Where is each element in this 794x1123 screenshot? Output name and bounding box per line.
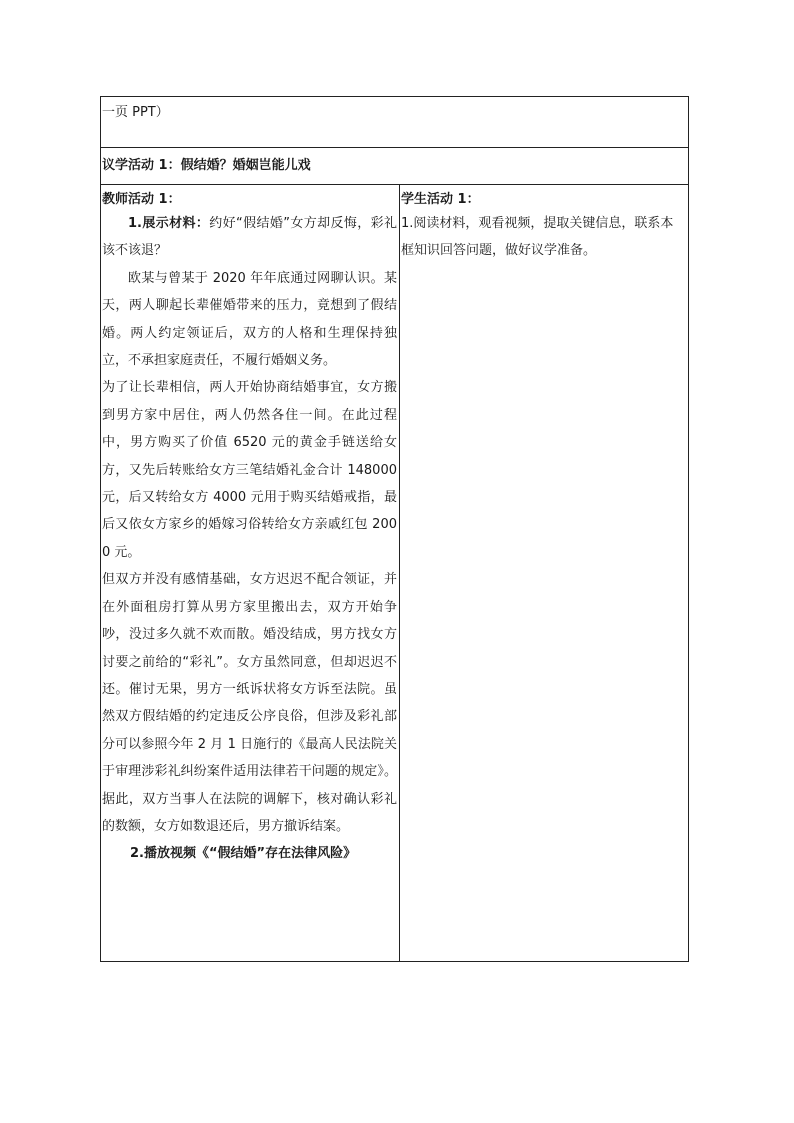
case-paragraph-3: 但双方并没有感情基础，女方迟迟不配合领证，并在外面租房打算从男方家里搬出去，双方开始争吵，没过多久就不欢而散。婚没结成，男方找女方讨要之前给的“彩礼”。女方虽然同意，但却迟迟不还。催讨无果，男方一纸诉状将女方诉至法院。虽然双方假结婚的约定违反公序良俗，但涉及彩礼部分可以参照今年 2 月 1 日施行的《最高人民法院关于审理涉彩礼纠纷案件适用法律若干问题的规定》。据此，双方当事人在法院的调解下，核对确认彩礼的数额，女方如数退还后，男方撤诉结案。 <box>102 572 397 834</box>
table-row <box>101 148 689 185</box>
case-paragraph-1: 欧某与曾某于 2020 年年底通过网聊认识。某天，两人聊起长辈催婚带来的压力，竟想到了假结婚。两人约定领证后，双方的人格和生理保持独立，不承担家庭责任，不履行婚姻义务。 <box>102 270 397 369</box>
student-activity-text: 1.阅读材料，观看视频，提取关键信息，联系本框知识回答问题，做好议学准备。 <box>401 216 674 259</box>
activity-heading: 议学活动 1：假结婚？婚姻岂能儿戏 <box>102 158 311 173</box>
teacher-activity-cell <box>101 185 400 962</box>
table-row <box>101 97 689 148</box>
material-item <box>102 210 397 265</box>
video-item: 2.播放视频《“假结婚”存在法律风险》 <box>130 846 357 862</box>
case-paragraph-2: 为了让长辈相信，两人开始协商结婚事宜，女方搬到男方家中居住，两人仍然各住一间。在此过程中，男方购买了价值 6520 元的黄金手链送给女方，又先后转账给女方三笔结婚礼金合计 148000 元，后又转给女方 4000 元用于购买结婚戒指，最后又依女方家乡的婚嫁习俗转给女方亲戚红包 2000 元。 <box>102 380 397 560</box>
table-row <box>101 185 689 962</box>
material-title: 约好“假结婚”女方却反悔，彩礼该不该退？ <box>102 216 397 259</box>
teacher-activity-body <box>101 210 399 868</box>
student-activity-title: 学生活动 1： <box>401 192 480 207</box>
material-label: 1.展示材料： <box>128 216 210 231</box>
lesson-plan-table <box>100 96 689 962</box>
continuation-text: 一页 PPT） <box>102 105 169 120</box>
continuation-cell <box>101 97 689 148</box>
activity-heading-cell <box>101 148 689 185</box>
teacher-activity-title: 教师活动 1： <box>102 192 181 207</box>
student-activity-cell <box>400 185 689 962</box>
